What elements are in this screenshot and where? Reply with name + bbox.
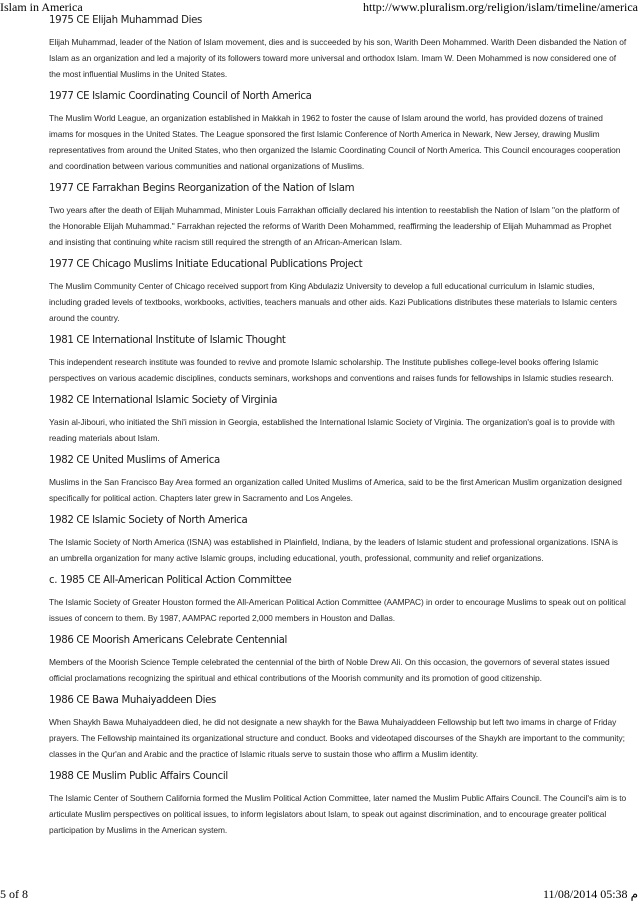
entry-body: The Islamic Center of Southern California formed the Muslim Political Action Committee, later named the Muslim Public Affairs Council. The Council's aim is to articulate Muslim perspectives on political issues, to inform legislators about Islam, to speak out against discrimination, and to encourage greater political participation by Muslims in the American system. [49, 793, 627, 835]
timeline-entry-1986-moorish [49, 634, 627, 686]
entry-body: The Muslim Community Center of Chicago received support from King Abdulaziz University to develop a full educational curriculum in Islamic studies, including graded levels of textbooks, workbooks, activities, teachers manuals and other aids. Kazi Publications distributes these materials to Islamic centers around the country. [49, 281, 617, 323]
entry-body: The Islamic Society of Greater Houston formed the All-American Political Action Committee (AAMPAC) in order to encourage Muslims to speak out on political issues of concern to them. By 1987, AAMPAC reported 2,000 members in Houston and Dallas. [49, 597, 626, 623]
entry-body: The Muslim World League, an organization established in Makkah in 1962 to foster the cause of Islam around the world, has provided dozens of trained imams for mosques in the United States. The League sponsored the first Islamic Conference of North America in Newark, New Jersey, drawing Muslim representatives from around the United States, who then organized the Islamic Coordinating Council of North America. This Council encourages cooperation and coordination between various communities and national organizations of Muslims. [49, 113, 621, 171]
timeline-entry-1977-chicago-publications [49, 258, 627, 326]
document-title: Islam in America [0, 0, 83, 14]
entry-title: 1986 CE Moorish Americans Celebrate Centennial [49, 635, 287, 646]
entry-title: 1975 CE Elijah Muhammad Dies [49, 15, 203, 26]
timeline-entry-1975-elijah-muhammad [49, 14, 627, 82]
timeline-entry-1988-mpac [49, 770, 627, 838]
timeline-entry-1977-farrakhan [49, 182, 627, 250]
print-footer [0, 887, 638, 901]
entry-body: Muslims in the San Francisco Bay Area formed an organization called United Muslims of America, said to be the first American Muslim organization designed specifically for political action. Chapters later grew in Sacramento and Los Angeles. [49, 477, 622, 503]
entry-title: 1982 CE United Muslims of America [49, 455, 220, 466]
entry-body: Two years after the death of Elijah Muhammad, Minister Louis Farrakhan officially declared his intention to reestablish the Nation of Islam "on the platform of the Honorable Elijah Muhammad." Farrakhan rejected the reforms of Warith Deen Mohammed, reaffirming the leadership of Elijah Muhammad as Prophet and insisting that continuing white racism still required the strength of an African-American Islam. [49, 205, 620, 247]
timeline-entry-1982-isna [49, 514, 627, 566]
entry-body: Yasin al-Jibouri, who initiated the Shi'i mission in Georgia, established the International Islamic Society of Virginia. The organization's goal is to provide with reading materials about Islam. [49, 417, 615, 443]
print-header [0, 0, 638, 14]
entry-body: Members of the Moorish Science Temple celebrated the centennial of the birth of Noble Drew Ali. On this occasion, the governors of several states issued official proclamations recognizing the spiritual and ethical contributions of the Moorish community and its promotion of good citizenship. [49, 657, 610, 683]
timeline-entry-1982-virginia [49, 394, 627, 446]
entry-body: When Shaykh Bawa Muhaiyaddeen died, he did not designate a new shaykh for the Bawa Muhaiyaddeen Fellowship but left two imams in charge of Friday prayers. The Fellowship maintained its organizational structure and conduct. Books and videotaped discourses of the Shaykh are important to the community; classes in the Qur'an and Arabic and the practice of Islamic rituals serve to sustain those who affirm a Muslim identity. [49, 717, 625, 759]
page-number: 5 of 8 [0, 887, 28, 901]
timeline-entry-1986-bawa [49, 694, 627, 762]
timeline-entry-1985-aampac [49, 574, 627, 626]
entry-title: 1977 CE Farrakhan Begins Reorganization of the Nation of Islam [49, 183, 355, 194]
entry-title: 1977 CE Chicago Muslims Initiate Educational Publications Project [49, 259, 363, 270]
timeline-entry-1981-iiit [49, 334, 627, 386]
entry-title: 1982 CE Islamic Society of North America [49, 515, 248, 526]
print-timestamp: 11/08/2014 05:38 م [543, 887, 638, 901]
entry-title: 1986 CE Bawa Muhaiyaddeen Dies [49, 695, 216, 706]
entry-title: 1982 CE International Islamic Society of Virginia [49, 395, 278, 406]
entry-title: 1977 CE Islamic Coordinating Council of North America [49, 91, 312, 102]
timeline-entry-1977-coordinating-council [49, 90, 627, 174]
entry-title: c. 1985 CE All-American Political Action Committee [49, 575, 292, 586]
timeline-content [49, 14, 627, 846]
entry-title: 1988 CE Muslim Public Affairs Council [49, 771, 228, 782]
timeline-entry-1982-united-muslims [49, 454, 627, 506]
entry-body: This independent research institute was founded to revive and promote Islamic scholarship. The Institute publishes college-level books offering Islamic perspectives on various academic disciplines, conducts seminars, workshops and conventions and raises funds for fellowships in Islamic studies research. [49, 357, 614, 383]
entry-body: The Islamic Society of North America (ISNA) was established in Plainfield, Indiana, by the leaders of Islamic student and professional organizations. ISNA is an umbrella organization for many active Islamic groups, including educational, youth, professional, community and relief organizations. [49, 537, 618, 563]
entry-title: 1981 CE International Institute of Islamic Thought [49, 335, 286, 346]
page-url[interactable]: http://www.pluralism.org/religion/islam/timeline/america [363, 0, 638, 14]
entry-body: Elijah Muhammad, leader of the Nation of Islam movement, dies and is succeeded by his son, Warith Deen Mohammed. Warith Deen disbanded the Nation of Islam as an organization and led a majority of its followers toward more universal and orthodox Islam. Imam W. Deen Mohammed is now considered one of the most influential Muslims in the United States. [49, 37, 627, 79]
